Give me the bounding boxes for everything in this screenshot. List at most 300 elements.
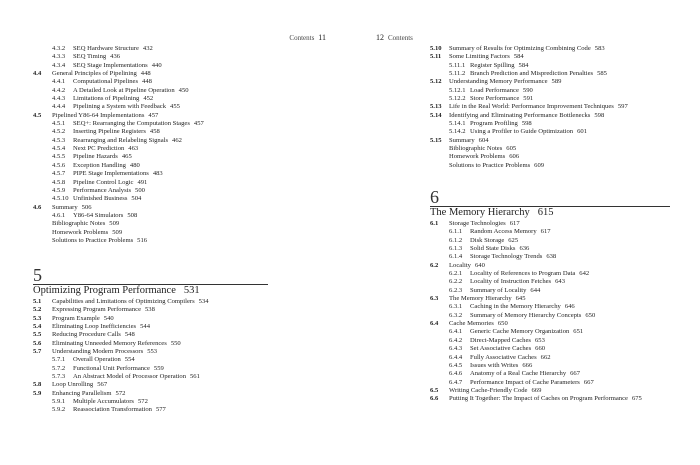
toc-entry-page: 669 xyxy=(531,386,542,394)
toc-entry-title xyxy=(449,153,519,161)
toc-subsection-entry xyxy=(430,312,690,320)
toc-entry-page: 509 xyxy=(109,220,120,228)
toc-entry-page: 605 xyxy=(506,145,517,153)
toc-entry-page: 604 xyxy=(478,136,489,144)
toc-entry-title xyxy=(449,78,561,86)
toc-entry-number: 5.11.1 xyxy=(449,61,466,69)
toc-entry-page: 601 xyxy=(577,128,587,136)
toc-subsection-entry xyxy=(33,78,333,86)
toc-section-entry xyxy=(33,323,333,331)
toc-section-entry xyxy=(33,204,333,212)
toc-entry-title xyxy=(52,331,135,339)
toc-entry-number: 6.2.3 xyxy=(449,286,463,294)
toc-entry-page: 483 xyxy=(152,170,163,178)
toc-entry-page: 509 xyxy=(112,228,123,236)
toc-subsection-entry xyxy=(430,270,690,278)
toc-entry-page: 667 xyxy=(570,370,581,378)
toc-entry-title xyxy=(52,237,147,245)
toc-entry-number: 4.5.1 xyxy=(52,120,66,128)
toc-entry-number: 5.14.2 xyxy=(449,128,466,136)
toc-entry-title-text: Pipelined Y86-64 Implementations xyxy=(52,111,145,119)
toc-entry-title-text: Reassociation Transformation xyxy=(73,406,152,414)
toc-entry-title-text: Enhancing Parallelism xyxy=(52,389,112,397)
toc-entry-title-text: Limitations of Pipelining xyxy=(73,95,140,103)
toc-entry-number: 5.15 xyxy=(430,136,442,144)
toc-subsection-entry xyxy=(430,245,690,253)
toc-entry-number: 5.12 xyxy=(430,78,442,86)
toc-entry-page: 465 xyxy=(121,153,132,161)
toc-entry-title xyxy=(52,112,158,120)
toc-entry-title-text: Understanding Memory Performance xyxy=(449,78,548,86)
toc-entry-title xyxy=(52,390,125,398)
toc-entry-number: 6.4.4 xyxy=(449,353,463,361)
toc-entry-page: 642 xyxy=(579,270,590,278)
toc-entry-title-text: Eliminating Unneeded Memory References xyxy=(52,339,167,347)
toc-backmatter-entry xyxy=(430,153,690,161)
toc-entry-title-text: SEQ+: Rearranging the Computation Stages xyxy=(73,120,190,128)
toc-subsection-entry xyxy=(33,162,333,170)
toc-entry-title-text: Solid State Disks xyxy=(470,245,516,253)
toc-entry-number: 4.5.3 xyxy=(52,136,66,144)
toc-entry-title xyxy=(470,95,533,103)
toc-entry-title xyxy=(73,179,147,187)
toc-subsection-entry xyxy=(430,362,690,370)
toc-entry-title xyxy=(470,328,583,336)
toc-entry-page: 660 xyxy=(535,345,546,353)
toc-entry-page: 591 xyxy=(523,95,534,103)
toc-entry-title xyxy=(73,153,132,161)
toc-entry-page: 544 xyxy=(140,323,150,331)
toc-section-entry xyxy=(430,262,690,270)
toc-entry-title-text: Pipeline Control Logic xyxy=(73,178,134,186)
toc-entry-page: 534 xyxy=(198,298,209,305)
toc-entry-title xyxy=(73,45,153,53)
left-page-header xyxy=(289,33,330,42)
toc-subsection-entry xyxy=(33,398,333,406)
toc-entry-title-text: Homework Problems xyxy=(52,228,109,236)
toc-section-entry xyxy=(33,390,333,398)
toc-entry-title xyxy=(470,312,595,320)
toc-entry-page: 653 xyxy=(534,336,545,344)
toc-entry-number: 6.4.2 xyxy=(449,336,463,344)
toc-entry-number: 5.1 xyxy=(33,298,42,305)
toc-entry-number: 5.12.2 xyxy=(449,95,466,103)
toc-entry-page: 636 xyxy=(519,245,530,253)
toc-entry-title-text: Identifying and Eliminating Performance Bottlenecks xyxy=(449,111,591,119)
toc-section-entry xyxy=(33,306,333,314)
toc-entry-title xyxy=(470,87,533,95)
toc-entry-title-text: Multiple Accumulators xyxy=(73,398,134,406)
toc-subsection-entry xyxy=(33,137,333,145)
toc-entry-number: 5.7.2 xyxy=(52,364,66,372)
toc-entry-title xyxy=(449,112,604,120)
toc-entry-title xyxy=(470,362,532,370)
toc-section-entry xyxy=(430,45,690,53)
toc-entry-title-text: Caching in the Memory Hierarchy xyxy=(470,303,561,311)
toc-entry-title xyxy=(73,212,137,220)
toc-entry-title-text: Generic Cache Memory Organization xyxy=(470,328,570,336)
toc-entry-number: 4.6.1 xyxy=(52,211,66,219)
toc-entry-title-text: Random Access Memory xyxy=(470,228,537,236)
toc-entry-page: 585 xyxy=(597,70,607,78)
toc-entry-title xyxy=(73,187,145,195)
toc-subsection-entry xyxy=(33,53,333,61)
toc-entry-number: 5.10 xyxy=(430,45,442,52)
toc-entry-page: 508 xyxy=(127,211,138,219)
toc-entry-number: 6.2.1 xyxy=(449,270,463,278)
toc-entry-title-text: Fully Associative Caches xyxy=(470,353,537,361)
toc-entry-page: 450 xyxy=(178,86,189,94)
toc-entry-title xyxy=(470,379,594,387)
toc-entry-title-text: Y86-64 Simulators xyxy=(73,211,124,219)
toc-entry-title xyxy=(470,128,587,136)
toc-entry-page: 606 xyxy=(509,153,520,161)
page-number: 12 xyxy=(376,33,384,42)
chapter-number: 6 xyxy=(430,187,439,207)
toc-entry-page: 432 xyxy=(142,45,153,52)
toc-entry-page: 617 xyxy=(540,228,551,236)
chapter-title xyxy=(430,207,553,218)
toc-entry-title-text: Program Profiling xyxy=(470,120,518,128)
toc-entry-number: 6.3.1 xyxy=(449,303,463,311)
toc-entry-title xyxy=(470,370,580,378)
toc-entry-page: 609 xyxy=(534,161,545,169)
running-head: Contents xyxy=(289,34,315,42)
toc-entry-number: 4.4.2 xyxy=(52,86,66,94)
toc-entry-title-text: Performance Impact of Cache Parameters xyxy=(470,378,580,386)
toc-entry-page: 455 xyxy=(170,103,180,111)
toc-entry-number: 6.4.1 xyxy=(449,328,463,336)
toc-entry-title xyxy=(52,348,157,356)
toc-entry-title-text: Program Example xyxy=(52,314,100,322)
toc-entry-title-text: Bibliographic Notes xyxy=(52,220,106,228)
toc-entry-page: 675 xyxy=(631,395,642,403)
right-page-header xyxy=(372,33,413,42)
toc-section-entry xyxy=(33,381,333,389)
toc-entry-page: 548 xyxy=(124,331,135,339)
toc-entry-title xyxy=(449,395,642,403)
toc-entry-title xyxy=(470,287,540,295)
toc-entry-page: 590 xyxy=(522,86,533,94)
toc-subsection-entry xyxy=(33,120,333,128)
toc-entry-title xyxy=(470,278,565,286)
toc-section-entry xyxy=(33,70,333,78)
toc-entry-page: 436 xyxy=(110,53,121,61)
toc-entry-title-text: Register Spilling xyxy=(470,61,515,69)
toc-entry-title-text: Rearranging and Relabeling Signals xyxy=(73,136,169,144)
toc-subsection-entry xyxy=(33,365,333,373)
toc-entry-number: 4.5.2 xyxy=(52,128,66,136)
toc-entry-page: 650 xyxy=(497,320,508,328)
toc-entry-page: 645 xyxy=(515,295,526,303)
toc-entry-page: 572 xyxy=(115,389,126,397)
toc-entry-page: 666 xyxy=(522,361,533,369)
toc-backmatter-entry xyxy=(33,237,333,245)
toc-entry-number: 4.6 xyxy=(33,203,42,211)
chapter-title-text: The Memory Hierarchy xyxy=(430,207,530,218)
toc-subsection-entry xyxy=(430,379,690,387)
toc-subsection-entry xyxy=(430,253,690,261)
toc-entry-number: 6.4.5 xyxy=(449,361,463,369)
toc-entry-title xyxy=(449,387,541,395)
toc-entry-number: 4.5.7 xyxy=(52,170,66,178)
toc-section-entry xyxy=(33,340,333,348)
toc-subsection-entry xyxy=(33,128,333,136)
toc-entry-title-text: SEQ Stage Implementations xyxy=(73,61,148,69)
toc-entry-title-text: Functional Unit Performance xyxy=(73,364,150,372)
toc-entry-title-text: Summary xyxy=(449,136,475,144)
toc-subsection-entry xyxy=(430,120,690,128)
toc-entry-page: 644 xyxy=(530,286,541,294)
toc-entry-title-text: Performance Analysis xyxy=(73,186,132,194)
toc-backmatter-entry xyxy=(33,220,333,228)
toc-backmatter-entry xyxy=(430,162,690,170)
toc-entry-title xyxy=(73,62,162,70)
toc-entry-title-text: Capabilities and Limitations of Optimizing Compilers xyxy=(52,298,195,305)
toc-entry-number: 6.5 xyxy=(430,386,439,394)
toc-entry-title xyxy=(470,62,528,70)
toc-entry-number: 6.2 xyxy=(430,261,439,269)
toc-entry-title xyxy=(449,320,508,328)
toc-entry-title xyxy=(470,70,607,78)
toc-entry-number: 5.4 xyxy=(33,323,42,331)
toc-entry-title xyxy=(73,356,135,364)
toc-entry-page: 584 xyxy=(513,53,524,61)
toc-entry-title-text: Locality of References to Program Data xyxy=(470,270,576,278)
toc-entry-title-text: Loop Unrolling xyxy=(52,381,94,389)
toc-entry-title xyxy=(73,103,180,111)
toc-entry-number: 6.3.2 xyxy=(449,311,463,319)
toc-entry-title xyxy=(73,162,140,170)
toc-subsection-entry xyxy=(430,128,690,136)
toc-entry-number: 5.9 xyxy=(33,389,42,397)
toc-entry-number: 6.1.4 xyxy=(449,253,463,261)
toc-entry-title-text: Cache Memories xyxy=(449,320,494,328)
toc-entry-page: 651 xyxy=(573,328,584,336)
running-head: Contents xyxy=(388,34,413,42)
toc-chapter-5-continued xyxy=(430,45,690,170)
toc-entry-page: 577 xyxy=(155,406,166,414)
toc-section-entry xyxy=(430,387,690,395)
toc-entry-page: 440 xyxy=(151,61,162,69)
toc-entry-title xyxy=(52,381,107,389)
toc-entry-title xyxy=(470,270,589,278)
toc-entry-title-text: Next PC Prediction xyxy=(73,145,125,153)
chapter-title xyxy=(33,285,200,296)
toc-entry-number: 4.5.10 xyxy=(52,195,69,203)
toc-subsection-entry xyxy=(430,345,690,353)
toc-entry-number: 5.8 xyxy=(33,381,42,389)
toc-entry-title-text: Some Limiting Factors xyxy=(449,53,510,61)
toc-entry-page: 646 xyxy=(564,303,575,311)
toc-entry-title-text: Locality xyxy=(449,261,471,269)
toc-entry-number: 4.4.4 xyxy=(52,103,66,111)
toc-entry-title-text: Store Performance xyxy=(470,95,520,103)
toc-entry-title-text: Storage Technology Trends xyxy=(470,253,543,261)
toc-entry-page: 452 xyxy=(143,95,154,103)
toc-entry-title xyxy=(52,315,114,323)
toc-entry-title xyxy=(470,345,545,353)
toc-section-entry xyxy=(33,112,333,120)
toc-entry-page: 583 xyxy=(594,45,605,52)
toc-subsection-entry xyxy=(33,103,333,111)
toc-entry-page: 643 xyxy=(555,278,566,286)
toc-subsection-entry xyxy=(430,70,690,78)
toc-entry-number: 5.9.2 xyxy=(52,406,66,414)
toc-entry-title-text: The Memory Hierarchy xyxy=(449,295,512,303)
toc-entry-number: 6.4.7 xyxy=(449,378,463,386)
toc-entry-title-text: Inserting Pipeline Registers xyxy=(73,128,146,136)
chapter-title-text: Optimizing Program Performance xyxy=(33,285,176,296)
chapter-page: 531 xyxy=(183,285,200,296)
toc-entry-number: 4.5.5 xyxy=(52,153,66,161)
toc-subsection-entry xyxy=(33,45,333,53)
toc-entry-title-text: Issues with Writes xyxy=(470,361,519,369)
toc-entry-page: 572 xyxy=(137,398,148,406)
toc-entry-page: 538 xyxy=(145,306,155,314)
toc-entry-title-text: PIPE Stage Implementations xyxy=(73,170,149,178)
toc-entry-page: 589 xyxy=(551,78,562,86)
toc-entry-title-text: Using a Profiler to Guide Optimization xyxy=(470,128,574,136)
toc-entry-title xyxy=(73,365,164,373)
toc-entry-title xyxy=(73,53,120,61)
toc-entry-number: 5.13 xyxy=(430,103,442,111)
toc-entry-title-text: Overall Operation xyxy=(73,356,121,364)
toc-entry-title-text: An Abstract Model of Processor Operation xyxy=(73,373,186,381)
toc-entry-title xyxy=(449,145,516,153)
toc-entry-page: 506 xyxy=(81,203,92,211)
toc-entry-page: 597 xyxy=(617,103,628,111)
toc-entry-number: 5.2 xyxy=(33,306,42,314)
toc-subsection-entry xyxy=(33,87,333,95)
toc-entry-title-text: Summary of Results for Optimizing Combining Code xyxy=(449,45,591,52)
toc-entry-page: 584 xyxy=(518,61,529,69)
toc-subsection-entry xyxy=(33,356,333,364)
toc-subsection-entry xyxy=(33,373,333,381)
toc-entry-page: 667 xyxy=(583,378,594,386)
toc-entry-title xyxy=(470,253,556,261)
toc-entry-number: 6.2.2 xyxy=(449,278,463,286)
toc-entry-number: 5.7 xyxy=(33,348,42,356)
toc-entry-number: 4.4.3 xyxy=(52,95,66,103)
toc-section-entry xyxy=(430,53,690,61)
toc-entry-page: 553 xyxy=(147,348,158,356)
toc-entry-title xyxy=(449,137,489,145)
toc-entry-number: 4.3.2 xyxy=(52,45,66,52)
toc-entry-title xyxy=(449,162,544,170)
toc-section-entry xyxy=(430,112,690,120)
toc-entry-number: 5.3 xyxy=(33,314,42,322)
toc-entry-title-text: Bibliographic Notes xyxy=(449,145,503,153)
toc-entry-title-text: General Principles of Pipelining xyxy=(52,70,137,78)
toc-entry-title-text: Branch Prediction and Misprediction Penalties xyxy=(470,70,594,78)
toc-entry-title-text: Pipelining a System with Feedback xyxy=(73,103,167,111)
toc-entry-title xyxy=(73,398,148,406)
toc-section-entry xyxy=(33,348,333,356)
toc-entry-title-text: Understanding Modern Processors xyxy=(52,348,144,356)
toc-entry-page: 625 xyxy=(508,236,519,244)
right-page xyxy=(350,0,700,465)
toc-entry-number: 6.4.6 xyxy=(449,370,463,378)
toc-entry-number: 5.11.2 xyxy=(449,70,466,78)
toc-entry-title xyxy=(52,323,150,331)
toc-entry-number: 6.1.1 xyxy=(449,228,463,236)
toc-entry-title-text: Locality of Instruction Fetches xyxy=(470,278,552,286)
toc-subsection-entry xyxy=(430,95,690,103)
toc-entry-title xyxy=(449,53,524,61)
toc-entry-title-text: Storage Technologies xyxy=(449,220,506,227)
toc-entry-page: 598 xyxy=(594,111,605,119)
toc-section-entry xyxy=(430,78,690,86)
toc-entry-title xyxy=(73,128,160,136)
toc-entry-title xyxy=(52,220,119,228)
toc-entry-title-text: Summary of Locality xyxy=(470,286,527,294)
toc-entry-page: 650 xyxy=(585,311,596,319)
toc-subsection-entry xyxy=(430,87,690,95)
toc-entry-title-text: Summary of Memory Hierarchy Concepts xyxy=(470,311,582,319)
toc-entry-title-text: Unfinished Business xyxy=(73,195,128,203)
toc-entry-number: 4.5.4 xyxy=(52,145,66,153)
toc-section-entry xyxy=(430,395,690,403)
toc-entry-page: 516 xyxy=(137,236,148,244)
toc-entry-page: 458 xyxy=(149,128,160,136)
toc-entry-number: 5.5 xyxy=(33,331,42,339)
toc-entry-number: 6.4 xyxy=(430,320,439,328)
toc-entry-number: 4.3.4 xyxy=(52,61,66,69)
toc-entry-title-text: Disk Storage xyxy=(470,236,505,244)
toc-entry-title-text: SEQ Hardware Structure xyxy=(73,45,139,52)
toc-subsection-entry xyxy=(430,303,690,311)
toc-backmatter-entry xyxy=(430,145,690,153)
toc-entry-number: 6.3 xyxy=(430,295,439,303)
toc-entry-number: 4.5.9 xyxy=(52,186,66,194)
toc-entry-title xyxy=(470,303,575,311)
toc-entry-page: 550 xyxy=(170,339,181,347)
toc-entry-page: 617 xyxy=(509,220,520,227)
toc-section-entry xyxy=(430,295,690,303)
toc-entry-number: 6.1.2 xyxy=(449,236,463,244)
toc-entry-page: 598 xyxy=(521,120,532,128)
toc-entry-title xyxy=(449,103,628,111)
toc-entry-page: 638 xyxy=(546,253,557,261)
toc-subsection-entry xyxy=(33,406,333,414)
toc-entry-title xyxy=(73,95,153,103)
toc-entry-title xyxy=(449,220,520,228)
toc-entry-title-text: Exception Handling xyxy=(73,161,126,169)
toc-entry-title xyxy=(73,78,152,86)
toc-entry-number: 4.5.8 xyxy=(52,178,66,186)
toc-entry-title xyxy=(73,145,138,153)
toc-chapter-5 xyxy=(33,298,333,415)
toc-subsection-entry xyxy=(430,370,690,378)
toc-section-entry xyxy=(430,220,690,228)
toc-entry-number: 4.5.6 xyxy=(52,161,66,169)
toc-entry-title-text: Reducing Procedure Calls xyxy=(52,331,121,339)
toc-subsection-entry xyxy=(430,228,690,236)
toc-entry-title xyxy=(52,70,151,78)
toc-entry-page: 559 xyxy=(153,364,164,372)
toc-entry-title xyxy=(73,195,141,203)
toc-section-entry xyxy=(33,298,333,306)
toc-entry-page: 462 xyxy=(172,136,182,144)
chapter-number: 5 xyxy=(33,265,42,285)
toc-entry-number: 4.4 xyxy=(33,70,42,78)
toc-entry-number: 5.14.1 xyxy=(449,120,466,128)
toc-entry-page: 448 xyxy=(142,78,152,86)
toc-entry-number: 6.6 xyxy=(430,395,439,403)
toc-subsection-entry xyxy=(430,354,690,362)
toc-subsection-entry xyxy=(430,287,690,295)
